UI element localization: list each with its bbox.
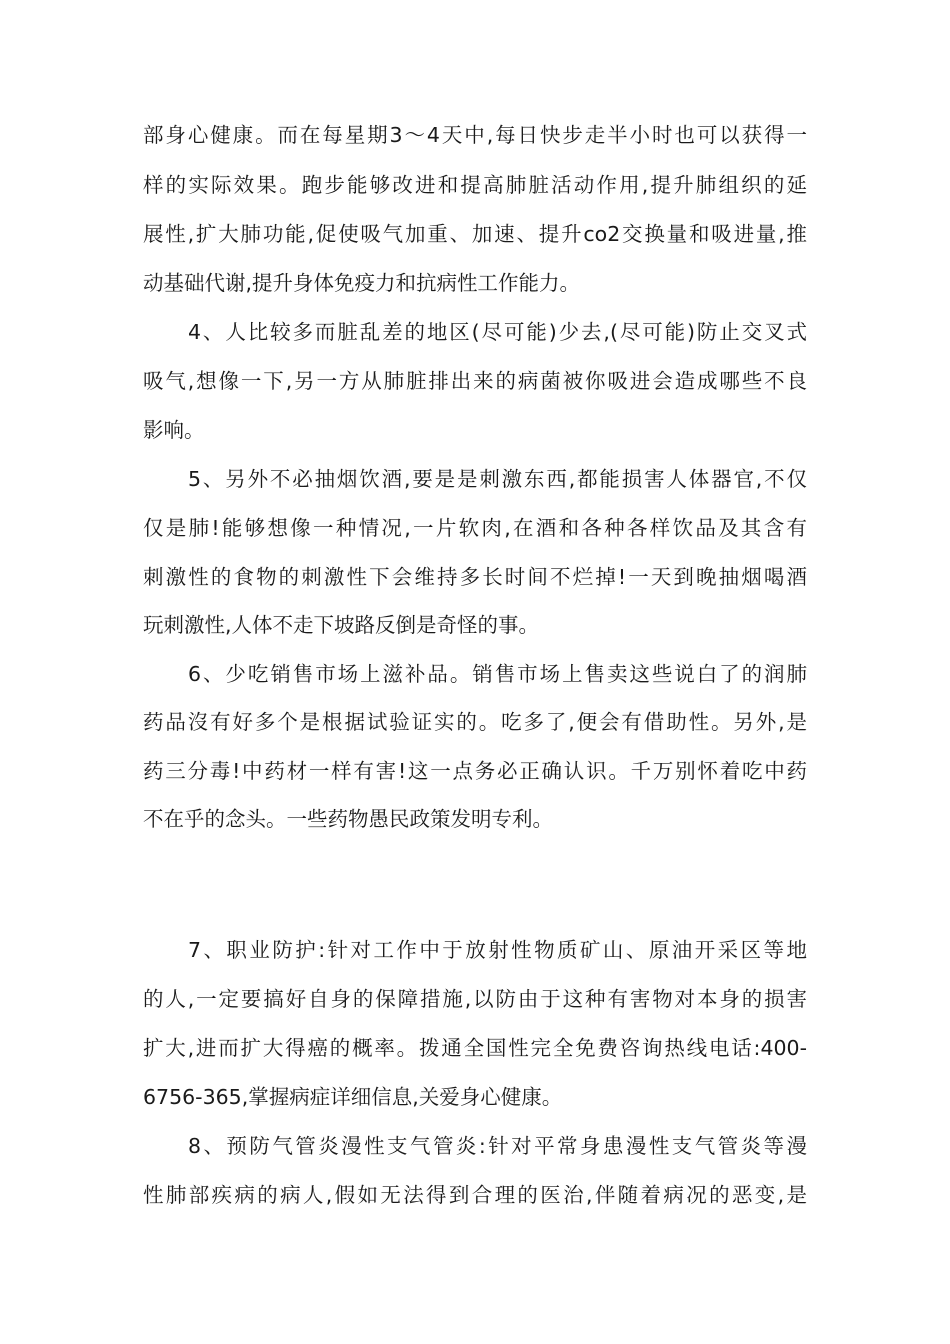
text-line: 样的实际效果。跑步能够改进和提高肺脏活动作用,提升肺组织的延 xyxy=(143,173,807,197)
text-line: 6756-365,掌握病症详细信息,关爱身心健康。 xyxy=(143,1085,563,1109)
text-line: 影响。 xyxy=(143,418,205,442)
text-line: 动基础代谢,提升身体免疫力和抗病性工作能力。 xyxy=(143,271,581,295)
text-line: 药品沒有好多个是根据试验证实的。吃多了,便会有借助性。另外,是 xyxy=(143,710,807,734)
text-line: 刺激性的食物的刺激性下会维持多长时间不烂掉!一天到晚抽烟喝酒 xyxy=(143,565,807,589)
text-line: 性肺部疾病的病人,假如无法得到合理的医治,伴随着病况的恶变,是 xyxy=(143,1183,807,1207)
text-line: 药三分毒!中药材一样有害!这一点务必正确认识。千万别怀着吃中药 xyxy=(143,759,807,783)
text-line: 不在乎的念头。一些药物愚民政策发明专利。 xyxy=(143,807,553,831)
text-line: 5、另外不必抽烟饮酒,要是是刺激东西,都能损害人体器官,不仅 xyxy=(188,467,807,491)
text-line: 仅是肺!能够想像一种情况,一片软肉,在酒和各种各样饮品及其含有 xyxy=(143,516,807,540)
text-line: 玩刺激性,人体不走下坡路反倒是奇怪的事。 xyxy=(143,613,540,637)
text-line: 扩大,进而扩大得癌的概率。拨通全国性完全免费咨询热线电话:400- xyxy=(143,1036,807,1060)
text-line: 部身心健康。而在每星期3～4天中,每日快步走半小时也可以获得一 xyxy=(143,123,807,147)
text-line: 吸气,想像一下,另一方从肺脏排出来的病菌被你吸进会造成哪些不良 xyxy=(143,369,807,393)
text-line: 8、预防气管炎漫性支气管炎:针对平常身患漫性支气管炎等漫 xyxy=(188,1134,807,1158)
text-line: 展性,扩大肺功能,促使吸气加重、加速、提升co2交换量和吸进量,推 xyxy=(143,222,807,246)
text-line: 6、少吃销售市场上滋补品。销售市场上售卖这些说白了的润肺 xyxy=(188,662,807,686)
text-line: 的人,一定要搞好自身的保障措施,以防由于这种有害物对本身的损害 xyxy=(143,987,807,1011)
text-line: 4、人比较多而脏乱差的地区(尽可能)少去,(尽可能)防止交叉式 xyxy=(188,320,807,344)
text-line: 7、职业防护:针对工作中于放射性物质矿山、原油开采区等地 xyxy=(188,938,807,962)
